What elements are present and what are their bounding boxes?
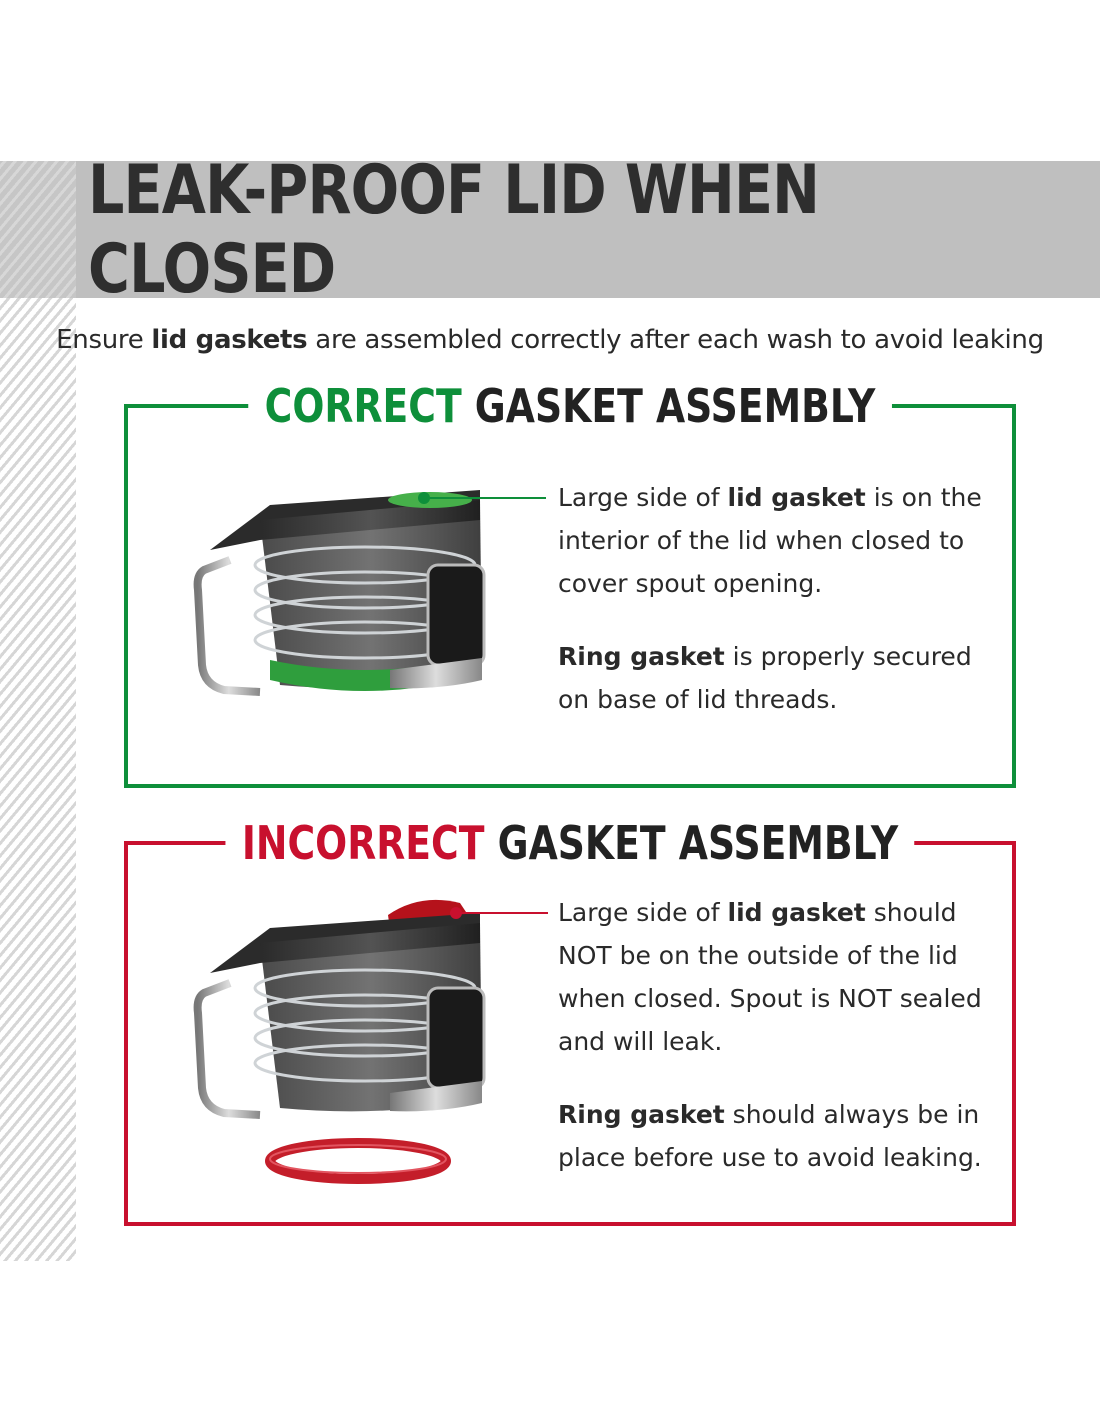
lid-incorrect-illustration <box>190 893 490 1193</box>
incorrect-p1-prefix: Large side of <box>558 898 728 927</box>
correct-leader-dot <box>418 492 430 504</box>
incorrect-heading-rest: GASKET ASSEMBLY <box>484 816 899 870</box>
incorrect-leader-line <box>458 912 548 914</box>
correct-p2-suffix: is properly secured on base of lid threads. <box>558 642 972 714</box>
page-title: LEAK-PROOF LID WHEN CLOSED <box>88 150 820 309</box>
correct-leader-line <box>424 497 546 499</box>
incorrect-p1-suffix: should NOT be on the outside of the lid when closed. Spout is NOT sealed and will leak. <box>558 898 982 1056</box>
lid-correct-illustration <box>190 480 490 700</box>
correct-p1-suffix: is on the interior of the lid when closed to cover spout opening. <box>558 483 982 598</box>
incorrect-p2-suffix: should always be in place before use to avoid leaking. <box>558 1100 982 1172</box>
title-banner <box>0 150 1100 309</box>
correct-p1-bold: lid gasket <box>727 483 866 512</box>
banner-stripes <box>0 161 76 298</box>
intro-text <box>0 325 1100 355</box>
incorrect-p1-bold: lid gasket <box>727 898 866 927</box>
incorrect-description <box>558 891 1008 1179</box>
intro-bold: lid gaskets <box>151 325 308 355</box>
correct-heading-rest: GASKET ASSEMBLY <box>461 379 876 433</box>
correct-description <box>558 476 1008 721</box>
intro-suffix: are assembled correctly after each wash to avoid leaking <box>307 325 1044 355</box>
correct-panel-heading <box>248 376 891 436</box>
incorrect-panel-heading <box>225 813 914 873</box>
incorrect-heading-word: INCORRECT <box>241 816 485 870</box>
correct-p1-prefix: Large side of <box>558 483 728 512</box>
correct-assembly-panel <box>124 379 1016 788</box>
correct-desc-paragraph-2 <box>558 635 1008 721</box>
incorrect-leader-dot <box>450 907 462 919</box>
correct-p2-bold: Ring gasket <box>558 642 725 671</box>
incorrect-desc-paragraph-1 <box>558 891 1008 1063</box>
correct-desc-paragraph-1 <box>558 476 1008 605</box>
intro-prefix: Ensure <box>56 325 152 355</box>
incorrect-desc-paragraph-2 <box>558 1093 1008 1179</box>
incorrect-p2-bold: Ring gasket <box>558 1100 725 1129</box>
correct-heading-word: CORRECT <box>264 379 462 433</box>
incorrect-assembly-panel <box>124 816 1016 1226</box>
